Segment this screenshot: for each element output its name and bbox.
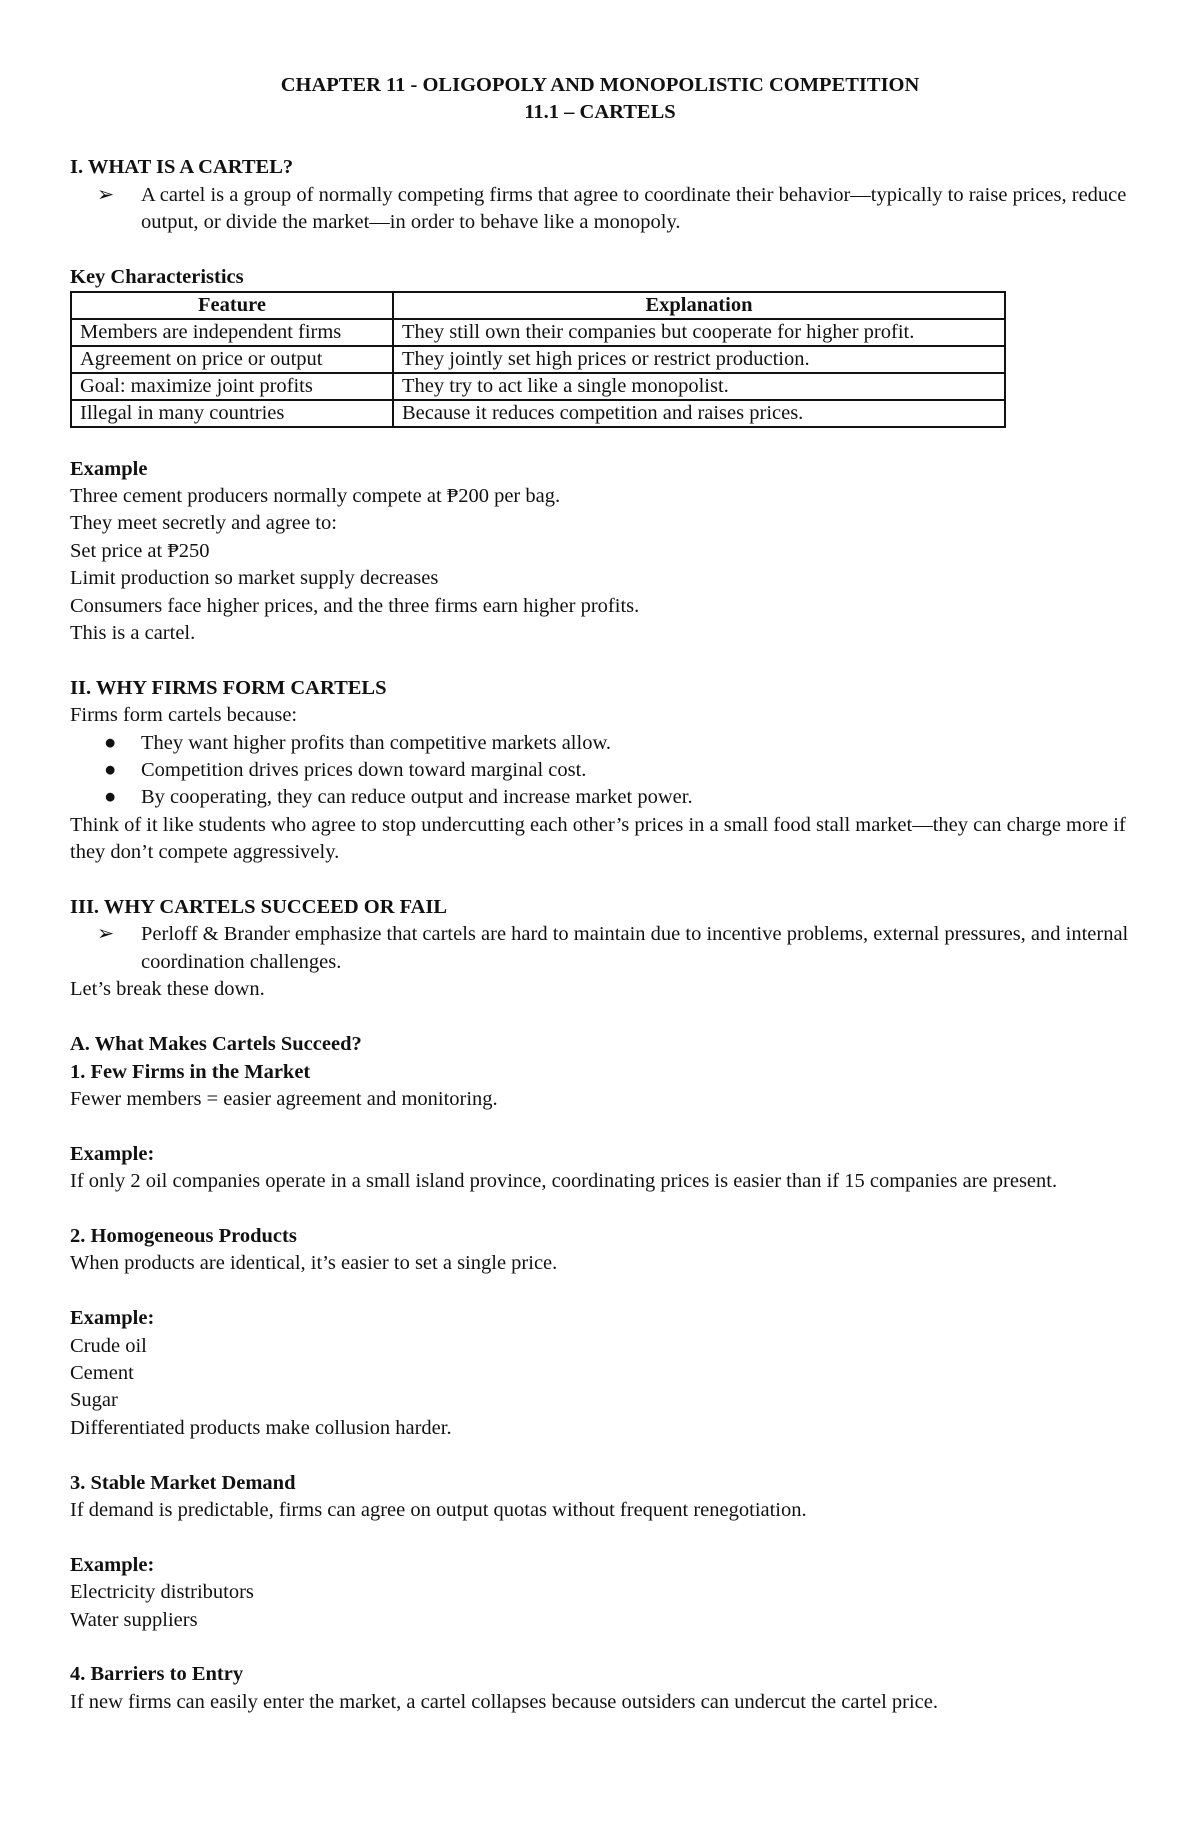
example-line: Differentiated products make collusion harder. [70, 1416, 452, 1439]
example-line: They meet secretly and agree to: [70, 512, 337, 535]
section-1-heading: I. WHAT IS A CARTEL? [70, 156, 294, 179]
factor-3-text: If demand is predictable, firms can agree on output quotas without frequent renegotiation. [70, 1498, 807, 1521]
document-page [70, 72, 1130, 1716]
table-row [71, 400, 1005, 427]
chapter-title: CHAPTER 11 - OLIGOPOLY AND MONOPOLISTIC COMPETITION [280, 74, 920, 96]
list-item-text: By cooperating, they can reduce output and increase market power. [141, 786, 693, 809]
perloff-brander-note [70, 921, 1130, 976]
table-header-feature: Feature [71, 292, 393, 319]
table-header-explanation: Explanation [393, 292, 1005, 319]
factor-2-text: When products are identical, it’s easier to set a single price. [70, 1252, 558, 1275]
list-item [70, 784, 1130, 811]
table-cell-feature: Agreement on price or output [71, 346, 393, 373]
reasons-list [70, 730, 1130, 812]
example-line: Sugar [70, 1389, 118, 1412]
example-line: Limit production so market supply decreases [70, 567, 439, 590]
section-2-heading: II. WHY FIRMS FORM CARTELS [70, 676, 387, 699]
subsection-a-heading: A. What Makes Cartels Succeed? [70, 1033, 362, 1056]
factor-1-text: Fewer members = easier agreement and monitoring. [70, 1087, 498, 1110]
list-item [70, 730, 1130, 757]
bullet-dot-icon: ● [104, 759, 117, 782]
key-characteristics-heading: Key Characteristics [70, 265, 244, 288]
factor-2-example-heading: Example: [70, 1307, 155, 1330]
factor-3-example-heading: Example: [70, 1553, 155, 1576]
example-line: Three cement producers normally compete at ₱200 per bag. [70, 485, 561, 508]
cartel-definition [70, 182, 1130, 237]
factor-2-heading: 2. Homogeneous Products [70, 1224, 297, 1247]
key-characteristics-table [70, 291, 1006, 428]
example-line: Cement [70, 1361, 134, 1384]
table-header-row [71, 292, 1005, 319]
table-cell-explanation: Because it reduces competition and raises prices. [393, 400, 1005, 427]
table-row [71, 373, 1005, 400]
example-line: This is a cartel. [70, 622, 196, 645]
bullet-dot-icon: ● [104, 731, 117, 754]
arrow-bullet-icon: ➢ [97, 923, 115, 946]
arrow-bullet-icon: ➢ [97, 183, 115, 206]
table-cell-explanation: They try to act like a single monopolist. [393, 373, 1005, 400]
factor-1-example-heading: Example: [70, 1142, 155, 1165]
example-line: Consumers face higher prices, and the three firms earn higher profits. [70, 594, 640, 617]
list-item [70, 757, 1130, 784]
analogy-text: Think of it like students who agree to stop undercutting each other’s prices in a small food stall market—they can charge more if they don’t compete aggressively. [70, 813, 1126, 864]
bullet-dot-icon: ● [104, 786, 117, 809]
factor-4-text: If new firms can easily enter the market, a cartel collapses because outsiders can undercut the cartel price. [70, 1690, 938, 1713]
example-heading: Example [70, 457, 148, 480]
section-3-lead: Let’s break these down. [70, 978, 265, 1001]
table-cell-explanation: They still own their companies but cooperate for higher profit. [393, 319, 1005, 346]
example-line: Set price at ₱250 [70, 539, 210, 562]
factor-4-heading: 4. Barriers to Entry [70, 1663, 244, 1686]
example-line: Crude oil [70, 1334, 147, 1357]
table-cell-feature: Members are independent firms [71, 319, 393, 346]
table-row [71, 319, 1005, 346]
perloff-brander-text: Perloff & Brander emphasize that cartels are hard to maintain due to incentive problems, external pressures, and internal coordination challenges. [141, 923, 1129, 973]
table-cell-explanation: They jointly set high prices or restrict production. [393, 346, 1005, 373]
section-2-intro: Firms form cartels because: [70, 704, 298, 727]
factor-3-heading: 3. Stable Market Demand [70, 1471, 296, 1494]
factor-1-heading: 1. Few Firms in the Market [70, 1060, 311, 1083]
example-line: Electricity distributors [70, 1581, 254, 1604]
table-cell-feature: Illegal in many countries [71, 400, 393, 427]
list-item-text: Competition drives prices down toward marginal cost. [141, 759, 587, 782]
cartel-definition-text: A cartel is a group of normally competing firms that agree to coordinate their behavior—typically to raise prices, reduce output, or divide the market—in order to behave like a monopoly. [141, 183, 1127, 234]
table-row [71, 346, 1005, 373]
list-item-text: They want higher profits than competitive markets allow. [141, 731, 612, 754]
table-cell-feature: Goal: maximize joint profits [71, 373, 393, 400]
example-line: If only 2 oil companies operate in a small island province, coordinating prices is easier than if 15 companies are present. [70, 1170, 1058, 1193]
section-3-heading: III. WHY CARTELS SUCCEED OR FAIL [70, 896, 448, 919]
example-line: Water suppliers [70, 1608, 198, 1631]
section-title: 11.1 – CARTELS [524, 101, 676, 124]
